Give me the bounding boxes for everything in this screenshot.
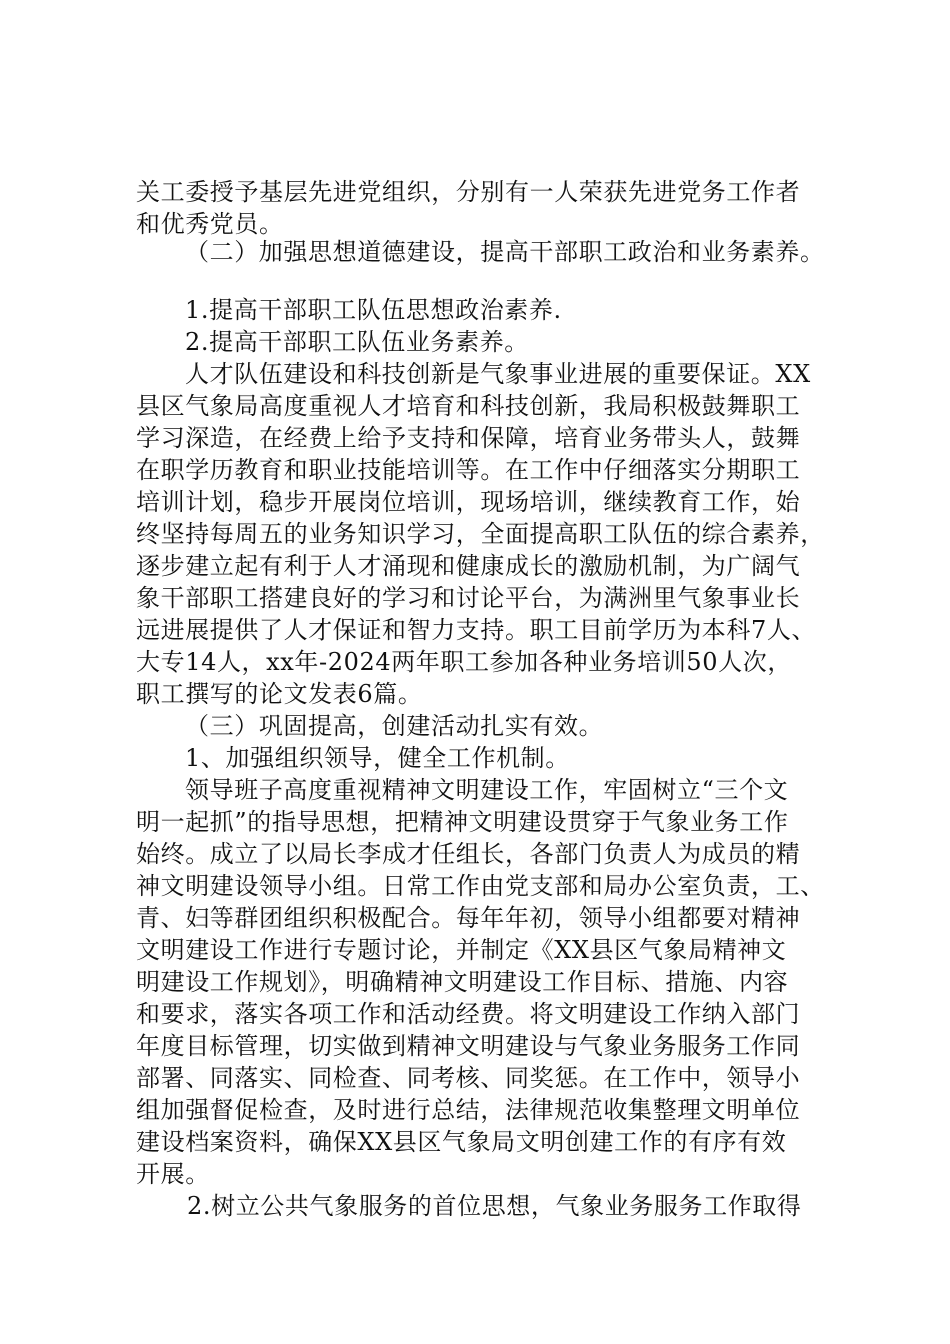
body-text-line: 始终。成立了以局长李成才任组长，各部门负责人为成员的精 [136,840,801,868]
subheading-2: 2.提高干部职工队伍业务素养。 [185,328,529,356]
body-text-line: 明一起抓”的指导思想，把精神文明建设贯穿于气象业务工作 [136,808,789,836]
subheading-1: 1.提高干部职工队伍思想政治素养. [185,296,562,324]
body-text-line: 领导班子高度重视精神文明建设工作，牢固树立“三个文 [185,776,789,804]
body-text-line: 县区气象局高度重视人才培育和科技创新，我局积极鼓舞职工 [136,392,801,420]
subheading-2: 2.树立公共气象服务的首位思想，气象业务服务工作取得 [187,1192,802,1220]
body-text-line: 青、妇等群团组织积极配合。每年年初，领导小组都要对精神 [136,904,801,932]
body-text-line: 培训计划，稳步开展岗位培训，现场培训，继续教育工作，始 [136,488,801,516]
body-text-line: 部署、同落实、同检查、同考核、同奖惩。在工作中，领导小 [136,1064,801,1092]
section-heading-3: （三）巩固提高，创建活动扎实有效。 [185,712,604,740]
subheading-1: 1、加强组织领导，健全工作机制。 [185,744,570,772]
section-heading-2: （二）加强思想道德建设，提高干部职工政治和业务素养。 [185,238,825,266]
body-text-line: 开展。 [136,1160,210,1188]
body-text-line: 终坚持每周五的业务知识学习，全面提高职工队伍的综合素养， [136,520,825,548]
body-text-line: 建设档案资料，确保XX县区气象局文明创建工作的有序有效 [136,1128,787,1156]
body-text-line: 逐步建立起有利于人才涌现和健康成长的激励机制，为广阔气 [136,552,801,580]
body-text-line: 明建设工作规划》，明确精神文明建设工作目标、措施、内容 [136,968,789,996]
body-text-line: 人才队伍建设和科技创新是气象事业进展的重要保证。XX [185,360,811,388]
body-text-line: 职工撰写的论文发表6篇。 [136,680,423,708]
body-text-line: 象干部职工搭建良好的学习和讨论平台，为满洲里气象事业长 [136,584,801,612]
body-text-line: 和要求，落实各项工作和活动经费。将文明建设工作纳入部门 [136,1000,801,1028]
body-text-line: 远进展提供了人才保证和智力支持。职工目前学历为本科7人、 [136,616,817,644]
body-text-line: 和优秀党员。 [136,210,284,238]
body-text-line: 学习深造，在经费上给予支持和保障，培育业务带头人，鼓舞 [136,424,801,452]
body-text-line: 文明建设工作进行专题讨论，并制定《XX县区气象局精神文 [136,936,787,964]
body-text-line: 神文明建设领导小组。日常工作由党支部和局办公室负责，工、 [136,872,825,900]
body-text-line: 关工委授予基层先进党组织，分别有一人荣获先进党务工作者 [136,178,801,206]
body-text-line: 大专14人，xx年-2024两年职工参加各种业务培训50人次， [136,648,792,676]
body-text-line: 年度目标管理，切实做到精神文明建设与气象业务服务工作同 [136,1032,801,1060]
body-text-line: 在职学历教育和职业技能培训等。在工作中仔细落实分期职工 [136,456,801,484]
body-text-line: 组加强督促检查，及时进行总结，法律规范收集整理文明单位 [136,1096,801,1124]
